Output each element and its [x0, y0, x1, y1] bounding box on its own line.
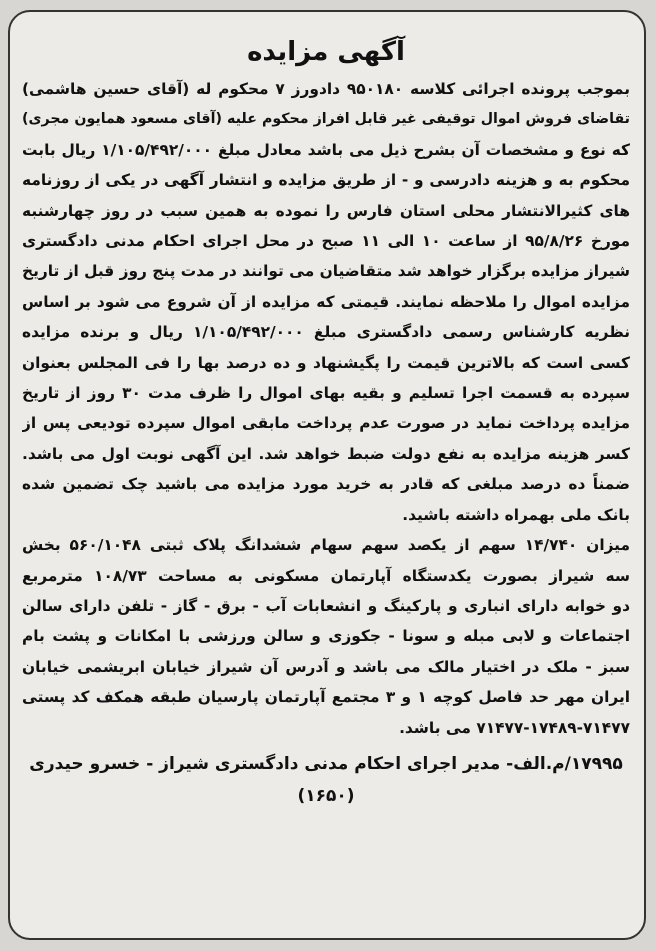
notice-signature: ۱۷۹۹۵/م.الف- مدیر اجرای احکام مدنی دادگستری شیراز - خسرو حیدری	[29, 753, 623, 774]
notice-line: شیراز مزایده برگزار خواهد شد متقاضیان می توانند در مدت پنج روز قبل از تاریخ	[22, 262, 630, 281]
notice-line: سبز - ملک در اختیار مالک می باشد و آدرس آن شیراز خیابان ابریشمی خیابان	[22, 657, 630, 676]
notice-code: (۱۶۵۰)	[297, 785, 355, 806]
notice-line: بانک ملی بهمراه داشته باشید.	[402, 505, 630, 524]
notice-line: های کثیرالانتشار محلی استان فارس را نموده به همین سبب در روز چهارشنبه	[22, 201, 630, 220]
notice-line: مزایده پرداخت نماید در صورت عدم پرداخت مابقی اموال سپرده تودیعی پس از	[22, 414, 630, 433]
notice-line: نظریه کارشناس رسمی دادگستری مبلغ ۱/۱۰۵/۴۹۲/۰۰۰ ریال و برنده مزایده	[22, 323, 630, 342]
notice-line: کسر هزینه مزایده به نفع دولت ضبط خواهد شد. این آگهی نوبت اول می باشد.	[22, 444, 630, 463]
notice-line: سپرده به قسمت اجرا تسلیم و بقیه بهای اموال را ظرف مدت ۳۰ روز از تاریخ	[22, 384, 630, 403]
notice-line: مورخ ۹۵/۸/۲۶ از ساعت ۱۰ الی ۱۱ صبح در محل اجرای احکام مدنی دادگستری	[22, 232, 630, 251]
notice-body	[22, 74, 630, 743]
notice-title: آگهی مزایده	[247, 37, 405, 67]
notice-line: که نوع و مشخصات آن بشرح ذیل می باشد معادل مبلغ ۱/۱۰۵/۴۹۲/۰۰۰ ریال بابت	[22, 140, 630, 159]
notice-line: محکوم به و هزینه دادرسی و - از طریق مزایده و انتشار آگهی در یکی از روزنامه	[22, 171, 630, 190]
notice-line: میزان ۱۴/۷۴۰ سهم از یکصد سهم سهام ششدانگ پلاک ثبتی ۵۶۰/۱۰۴۸ بخش	[22, 536, 630, 555]
notice-line: تقاضای فروش اموال توقیفی غیر قابل افراز محکوم علیه (آقای مسعود همایون مجری)	[22, 111, 630, 128]
auction-notice	[8, 10, 646, 940]
notice-line: مزایده اموال را ملاحظه نمایند. قیمتی که مزایده از آن شروع می شود بر اساس	[22, 292, 630, 311]
notice-line: اجتماعات و لابی مبله و سونا - جکوزی و سالن ورزشی با امکانات و پشت بام	[22, 627, 630, 646]
notice-line: ایران مهر حد فاصل کوچه ۱ و ۳ مجتمع آپارتمان پارسیان طبقه همکف کد پستی	[22, 688, 630, 707]
notice-line: کسی است که بالاترین قیمت را پگیشنهاد و ده درصد بها را فی المجلس بعنوان	[22, 353, 630, 372]
notice-line: ۷۱۴۷۷-۱۷۴۸۹-۷۱۴۷۷ می باشد.	[399, 718, 630, 737]
notice-line: بموجب پرونده اجرائی کلاسه ۹۵۰۱۸۰ دادورز ۷ محکوم له (آقای حسین هاشمی)	[22, 80, 630, 98]
notice-line: دو خوابه دارای انباری و پارکینگ و انشعابات آب - برق - گاز - تلفن دارای سالن	[22, 596, 630, 615]
notice-line: ضمناً ده درصد مبلغی که قادر به خرید مورد مزایده می باشید چک تضمین شده	[22, 475, 630, 494]
notice-line: سه شیراز بصورت یکدستگاه آپارتمان مسکونی به مساحت ۱۰۸/۷۳ مترمربع	[22, 566, 630, 585]
